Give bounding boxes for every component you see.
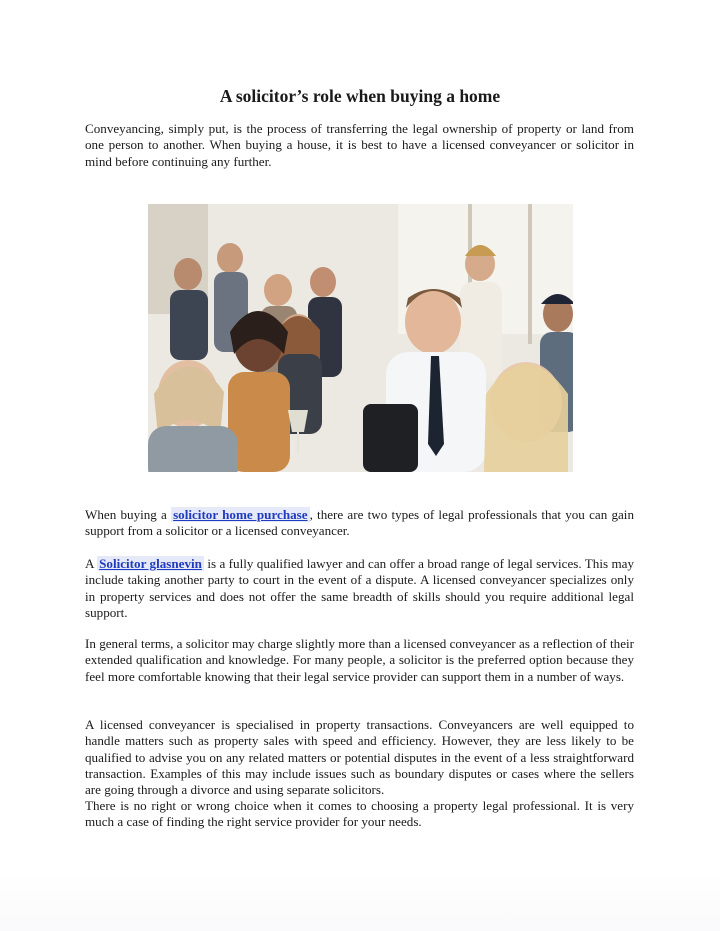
p1-text-after: , there are two types of legal professionals that you can gain support from a solicitor or a licensed conveyancer. (85, 507, 634, 539)
solicitor-glasnevin-link[interactable]: Solicitor glasnevin (99, 556, 202, 571)
paragraph-3: In general terms, a solicitor may charge slightly more than a licensed conveyancer as a reflection of their extended qualification and knowledge. For many people, a solicitor is the preferred option because they feel more comfortable knowing that their legal service provider can support them in a number of ways. (85, 636, 634, 684)
p1-text-before: When buying a (85, 507, 172, 522)
photo-illustration (148, 204, 573, 472)
people-networking-photo (148, 204, 573, 472)
p2-text-before: A (85, 556, 98, 571)
page-title: A solicitor’s role when buying a home (219, 86, 501, 106)
paragraph-1 (85, 507, 634, 540)
intro-paragraph: Conveyancing, simply put, is the process of transferring the legal ownership of property or land from one person to another. When buying a house, it is best to have a licensed conveyancer or solicitor in mind before continuing any further. (85, 121, 634, 169)
paragraph-5: There is no right or wrong choice when it comes to choosing a property legal professional. It is very much a case of finding the right service provider for your needs. (85, 798, 634, 830)
solicitor-home-purchase-link[interactable]: solicitor home purchase (173, 507, 308, 522)
paragraph-4: A licensed conveyancer is specialised in property transactions. Conveyancers are well equipped to handle matters such as property sales with speed and efficiency. However, they are less likely to be qualified to advise you on any related matters or potential disputes in the event of a less straightforward transaction. Examples of this may include issues such as boundary disputes or cases where the sellers are going through a divorce and using separate solicitors. (85, 717, 634, 798)
bottom-shade (0, 875, 720, 931)
p2-text-after: is a fully qualified lawyer and can offer a broad range of legal services. This may include taking another party to court in the event of a dispute. A licensed conveyancer specializes only in property services and does not offer the same breadth of skills should you require additional legal support. (85, 556, 634, 620)
paragraph-2 (85, 556, 634, 621)
